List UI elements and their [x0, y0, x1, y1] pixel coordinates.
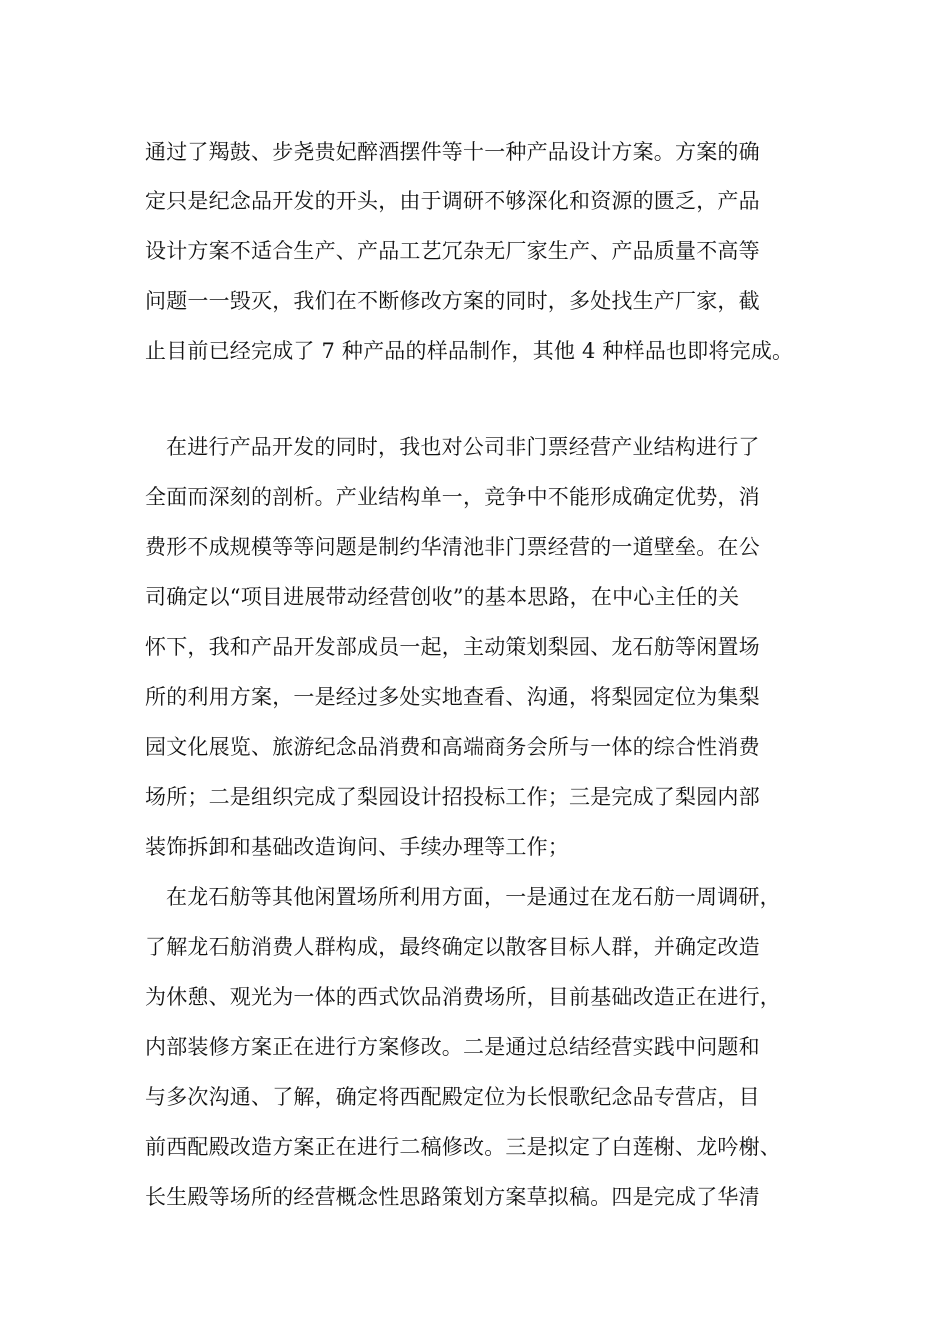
paragraph-1-line-1: 通过了羯鼓、步尧贵妃醉酒摆件等十一种产品设计方案。方案的确	[145, 140, 760, 164]
paragraph-1-line-5: 止目前已经完成了 7 种产品的样品制作，其他 4 种样品也即将完成。	[145, 339, 794, 363]
paragraph-2-line-4: 司确定以“项目进展带动经营创收”的基本思路，在中心主任的关	[145, 585, 740, 609]
paragraph-3-line-3: 为休憩、观光为一体的西式饮品消费场所，目前基础改造正在进行，	[145, 985, 781, 1009]
paragraph-2-line-3: 费形不成规模等等问题是制约华清池非门票经营的一道壁垒。在公	[145, 535, 760, 559]
paragraph-2-line-2: 全面而深刻的剖析。产业结构单一，竞争中不能形成确定优势，消	[145, 485, 760, 509]
paragraph-3-line-6: 前西配殿改造方案正在进行二稿修改。三是拟定了白莲榭、龙吟榭、	[145, 1135, 781, 1159]
paragraph-2-line-1: 在进行产品开发的同时，我也对公司非门票经营产业结构进行了	[166, 435, 760, 459]
paragraph-3-line-5: 与多次沟通、了解，确定将西配殿定位为长恨歌纪念品专营店，目	[145, 1085, 760, 1109]
paragraph-1-line-4: 问题一一毁灭，我们在不断修改方案的同时，多处找生产厂家，截	[145, 289, 760, 313]
paragraph-2-line-5: 怀下，我和产品开发部成员一起，主动策划梨园、龙石舫等闲置场	[145, 635, 760, 659]
paragraph-2-line-7: 园文化展览、旅游纪念品消费和高端商务会所与一体的综合性消费	[145, 735, 760, 759]
paragraph-1-line-3: 设计方案不适合生产、产品工艺冗杂无厂家生产、产品质量不高等	[145, 239, 760, 263]
paragraph-3-line-2: 了解龙石舫消费人群构成，最终确定以散客目标人群，并确定改造	[145, 935, 760, 959]
paragraph-2-line-8: 场所；二是组织完成了梨园设计招投标工作；三是完成了梨园内部	[145, 785, 760, 809]
paragraph-2-line-9: 装饰拆卸和基础改造询问、手续办理等工作；	[145, 835, 569, 859]
paragraph-3-line-4: 内部装修方案正在进行方案修改。二是通过总结经营实践中问题和	[145, 1035, 760, 1059]
paragraph-3-line-1: 在龙石舫等其他闲置场所利用方面，一是通过在龙石舫一周调研，	[166, 885, 781, 909]
paragraph-2-line-6: 所的利用方案，一是经过多处实地查看、沟通，将梨园定位为集梨	[145, 685, 760, 709]
paragraph-1-line-2: 定只是纪念品开发的开头，由于调研不够深化和资源的匮乏，产品	[145, 189, 760, 213]
paragraph-3-line-7: 长生殿等场所的经营概念性思路策划方案草拟稿。四是完成了华清	[145, 1185, 760, 1209]
